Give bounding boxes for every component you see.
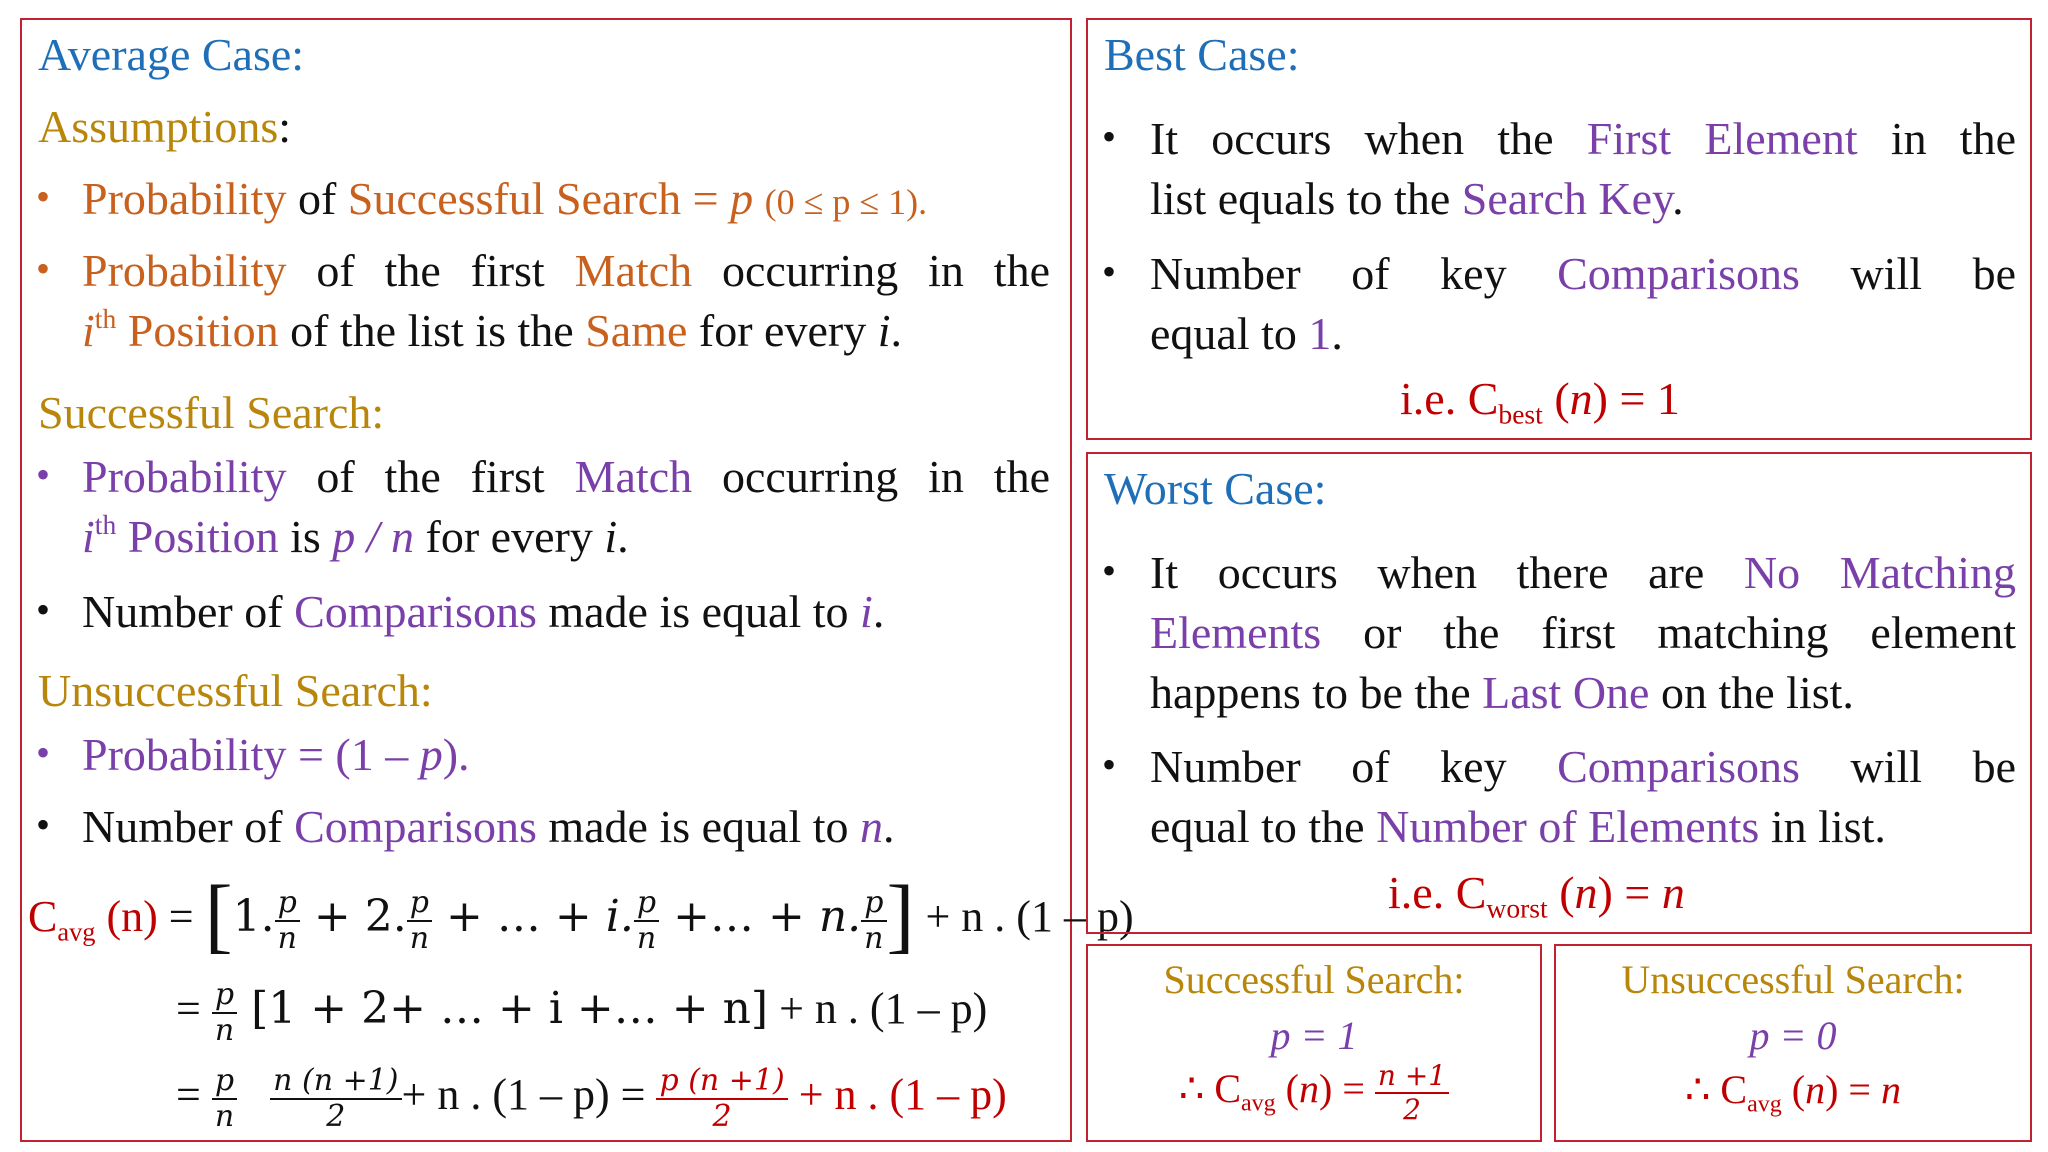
bullet-icon: • — [36, 587, 51, 632]
bullet-icon: • — [1102, 114, 1117, 159]
unsuccessful-comparisons: Number of Comparisons made is equal to n. — [82, 801, 895, 852]
formula-cavg-line-2: = $\frac{p}{n}$ [1 + 2+ … + i +… + n] + n . (1 – p) — [176, 977, 988, 1048]
bullet-icon: • — [1102, 742, 1117, 787]
bullet-icon: • — [1102, 249, 1117, 294]
successful-search-cavg: ∴ $C_{avg}$ (n) = $\frac{n +1}{2}$ — [1088, 1062, 1540, 1124]
bullet-icon: • — [36, 802, 51, 847]
successful-search-heading: Successful Search: — [38, 387, 385, 438]
best-case-comparisons-line-2: equal to 1. — [1150, 308, 1343, 359]
worst-case-panel — [1086, 452, 2032, 934]
unsuccessful-probability: Probability = (1 – p). — [82, 729, 470, 780]
successful-comparisons: Number of Comparisons made is equal to i. — [82, 586, 885, 637]
best-case-result: i.e. $C_{best}$ (n) = 1 — [1400, 373, 1680, 430]
average-case-panel — [20, 18, 1134, 1142]
worst-case-comparisons-line-2: equal to the Number of Elements in list. — [1150, 801, 1886, 852]
unsuccessful-search-heading: Unsuccessful Search: — [38, 665, 433, 716]
bullet-icon: • — [36, 174, 51, 219]
formula-cavg-line-3: = $\frac{p}{n}$ $\frac{n (n +1)}{2}$ + n . (1 – p) = $\frac{p (n +1)}{2}$ + n . (1 – p) — [176, 1063, 1007, 1134]
worst-case-occurs-line-1: It occurs when there are No Matching — [1150, 547, 2017, 598]
bullet-icon: • — [36, 246, 51, 291]
successful-search-panel — [1086, 944, 1542, 1142]
bullet-icon: • — [36, 452, 51, 497]
best-case-title: Best Case: — [1104, 29, 1300, 80]
unsuccessful-search-cavg: ∴ $C_{avg}$ (n) = n — [1684, 1067, 1901, 1118]
worst-case-occurs-line-3: happens to be the Last One on the list. — [1150, 667, 1854, 718]
best-case-occurs-line-2: list equals to the Search Key. — [1150, 173, 1684, 224]
worst-case-occurs-line-2: Elements or the first matching element — [1150, 607, 2016, 658]
bullet-icon: • — [1102, 548, 1117, 593]
assumption-success-probability: Probability of Successful Search = p (0 ≤ p ≤ 1). — [82, 173, 928, 224]
formula-cavg-line-1: $C_{avg}$ (n) = [1. $\frac{p}{n}$ + 2. $\frac{p}{n}$ + … + i. $\frac{p}{n}$ +… + n. $\frac{p}{n}$ ] + n . (1 – p) — [28, 869, 1134, 963]
unsuccessful-search-box-title: Unsuccessful Search: — [1621, 957, 1965, 1002]
successful-search-p-value: p = 1 — [1270, 1013, 1358, 1058]
bullet-icon: • — [36, 730, 51, 775]
best-case-comparisons-line-1: Number of key Comparisons will be — [1150, 248, 2016, 299]
best-case-panel — [1086, 18, 2032, 440]
unsuccessful-search-p-value: p = 0 — [1749, 1013, 1837, 1058]
worst-case-result: i.e. $C_{worst}$ (n) = n — [1388, 867, 1685, 924]
average-case-title: Average Case: — [38, 29, 305, 80]
worst-case-comparisons-line-1: Number of key Comparisons will be — [1150, 741, 2016, 792]
successful-search-box-title: Successful Search: — [1163, 957, 1465, 1002]
assumptions-heading: Assumptions: — [38, 101, 292, 152]
successful-probability-line-1: Probability of the first Match occurring in the — [82, 451, 1050, 502]
successful-probability-line-2: $i^{th}$ Position is p / n for every i. — [82, 509, 629, 562]
unsuccessful-search-panel — [1554, 944, 2032, 1142]
worst-case-title: Worst Case: — [1104, 463, 1327, 514]
assumption-match-line-2: $i^{th}$ Position of the list is the Same for every i. — [82, 303, 902, 356]
best-case-occurs-line-1: It occurs when the First Element in the — [1150, 113, 2016, 164]
assumption-match-line-1: Probability of the first Match occurring in the — [82, 245, 1050, 296]
